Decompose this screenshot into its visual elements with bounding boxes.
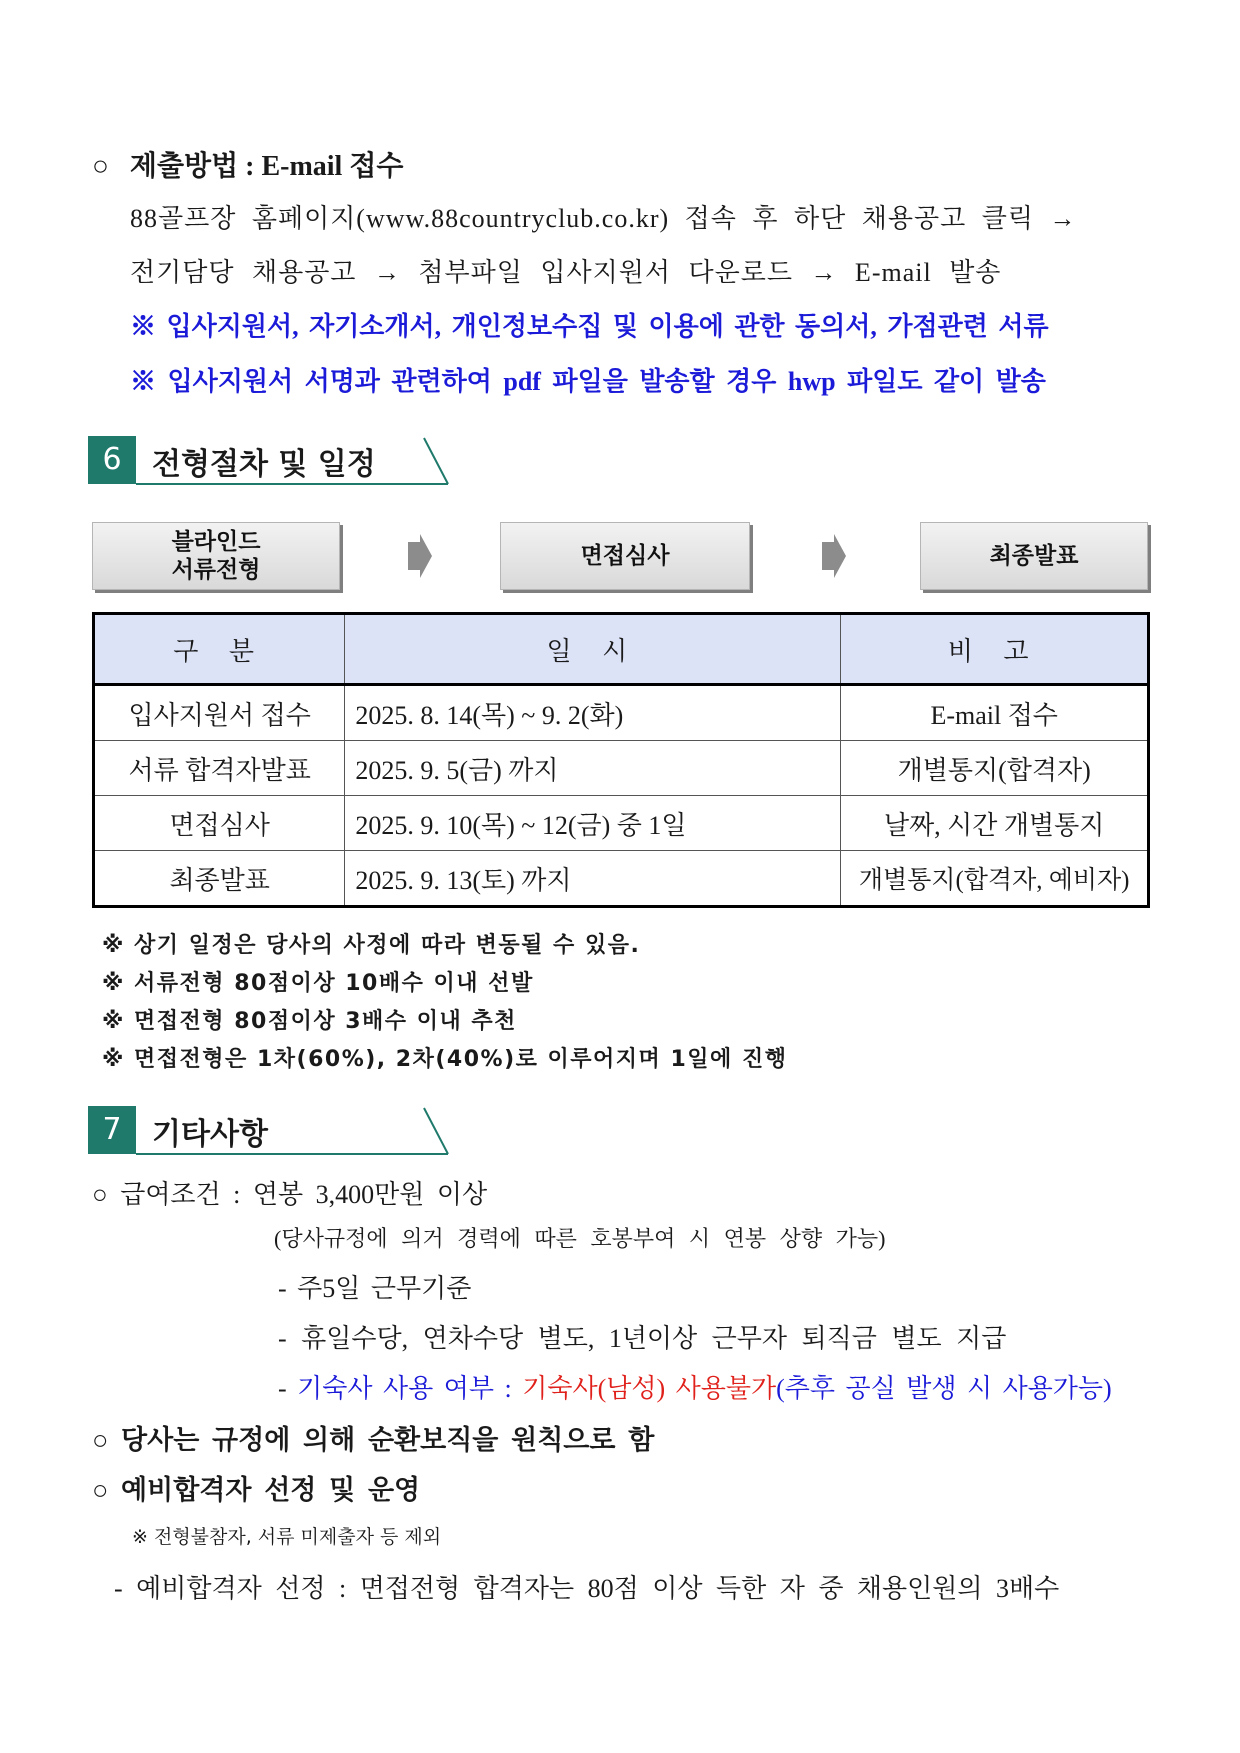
submission-line-1: 88골프장 홈페이지(www.88countryclub.co.kr) 접속 후 하단 채용공고 클릭 → [130,204,1077,233]
dormitory-note: (추후 공실 발생 시 사용가능) [776,1374,1112,1403]
salary-note: (당사규정에 의거 경력에 따른 호봉부여 시 연봉 상향 가능) [274,1226,886,1251]
flow-step-document-line1: 블라인드 [171,529,261,555]
table-cell-date: 2025. 8. 14(목) ~ 9. 2(화) [345,685,841,741]
flow-step-final-label: 최종발표 [989,543,1079,569]
reserve-selection: - 예비합격자 선정 : 면접전형 합격자는 80점 이상 득한 자 중 채용인원의 3배수 [114,1574,1060,1603]
reserve-heading: ○ 예비합격자 선정 및 운영 [92,1475,421,1505]
schedule-note: ※ 서류전형 80점이상 10배수 이내 선발 [102,971,534,996]
table-row [94,685,1149,741]
section-6-underline [136,483,448,485]
table-cell-remarks: 개별통지(합격자, 예비자) [841,851,1149,907]
schedule-note: ※ 면접전형은 1차(60%), 2차(40%)로 이루어지며 1일에 진행 [102,1047,788,1072]
submission-line-2: 전기담당 채용공고 → 첨부파일 입사지원서 다운로드 → E-mail 발송 [130,258,1002,287]
flow-arrow-icon [820,532,848,580]
bullet-circle: ○ [92,151,109,182]
table-header-date: 일 시 [345,614,841,685]
table-cell-category: 서류 합격자발표 [94,741,345,796]
dormitory-item [278,1368,1112,1405]
table-cell-category: 면접심사 [94,796,345,851]
submission-heading: ○ 제출방법 : E-mail 접수 [92,151,404,182]
table-cell-category: 입사지원서 접수 [94,685,345,741]
table-header-remarks: 비 고 [841,614,1149,685]
flow-arrow-icon [406,532,434,580]
salary-condition: ○ 급여조건 : 연봉 3,400만원 이상 [92,1180,488,1209]
flow-step-document [92,522,340,590]
flow-step-final [920,522,1148,590]
rotation-policy: ○ 당사는 규정에 의해 순환보직을 원칙으로 함 [92,1425,655,1455]
table-header-category: 구 분 [94,614,345,685]
schedule-note: ※ 면접전형 80점이상 3배수 이내 추천 [102,1009,517,1034]
table-cell-date: 2025. 9. 5(금) 까지 [345,741,841,796]
dormitory-dash: - [278,1374,298,1403]
submission-note-2: ※ 입사지원서 서명과 관련하여 pdf 파일을 발송할 경우 hwp 파일도 같이 발송 [130,367,1046,396]
section-7-number: 7 [88,1106,136,1154]
submission-note-1: ※ 입사지원서, 자기소개서, 개인정보수집 및 이용에 관한 동의서, 가점관련 서류 [130,312,1049,341]
table-cell-remarks: 날짜, 시간 개별통지 [841,796,1149,851]
table-header-row [94,614,1149,685]
table-cell-remarks: E-mail 접수 [841,685,1149,741]
schedule-note: ※ 상기 일정은 당사의 사정에 따라 변동될 수 있음. [102,933,641,958]
section-6-number: 6 [88,436,136,484]
dormitory-label: 기숙사 사용 여부 : [297,1374,523,1403]
flow-step-interview [500,522,750,590]
reserve-note: ※ 전형불참자, 서류 미제출자 등 제외 [132,1526,442,1548]
dormitory-status: 기숙사(남성) 사용불가 [522,1374,777,1403]
table-row [94,741,1149,796]
allowance-item: - 휴일수당, 연차수당 별도, 1년이상 근무자 퇴직금 별도 지급 [278,1324,1007,1353]
section-7-title: 기타사항 [152,1117,268,1152]
table-cell-date: 2025. 9. 13(토) 까지 [345,851,841,907]
flow-step-interview-label: 면접심사 [580,543,670,569]
table-cell-category: 최종발표 [94,851,345,907]
table-cell-date: 2025. 9. 10(목) ~ 12(금) 중 1일 [345,796,841,851]
section-6-slash [420,436,452,486]
flow-step-document-line2: 서류전형 [171,557,261,583]
workweek-item: - 주5일 근무기준 [278,1274,472,1303]
section-7-slash [420,1106,452,1156]
schedule-table [92,612,1150,908]
table-row [94,851,1149,907]
table-row [94,796,1149,851]
section-6-title: 전형절차 및 일정 [152,447,376,482]
section-7-underline [136,1153,448,1155]
table-cell-remarks: 개별통지(합격자) [841,741,1149,796]
